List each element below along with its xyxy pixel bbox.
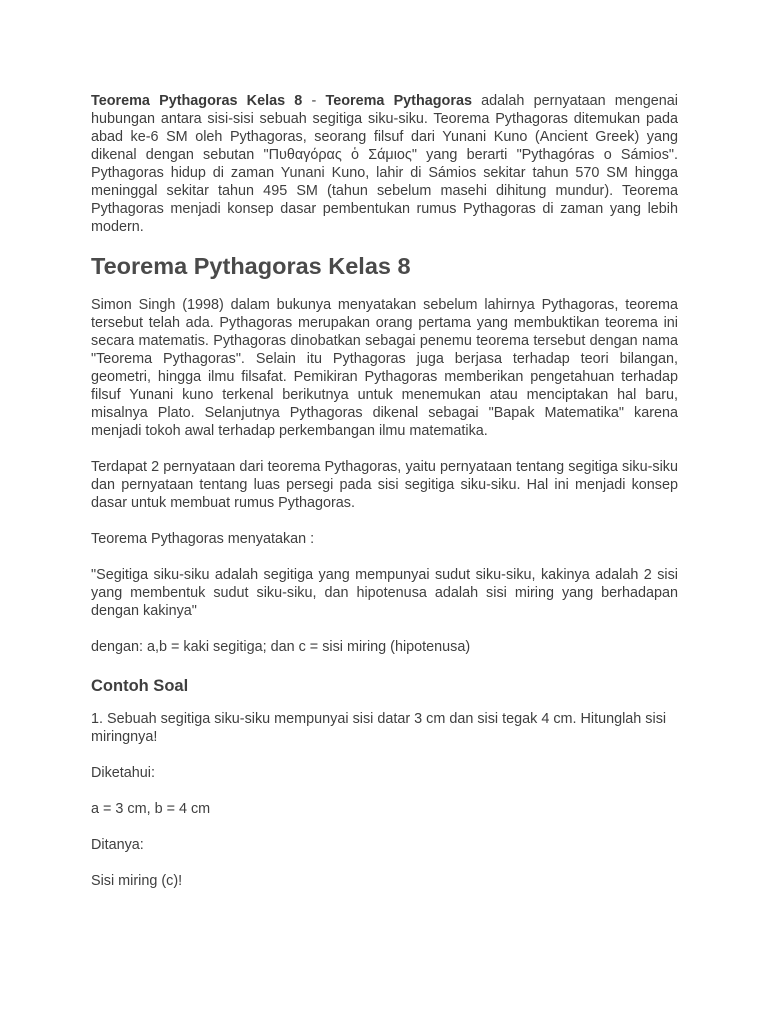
paragraph-two-statements: Terdapat 2 pernyataan dari teorema Pythagoras, yaitu pernyataan tentang segitiga siku-siku dan pernyataan tentang luas persegi pada sisi segitiga siku-siku. Hal ini menjadi konsep dasar untuk membuat rumus Pythagoras. [91,459,678,511]
known-label: Diketahui: [91,765,155,781]
asked-label: Ditanya: [91,837,144,853]
theorem-quote: "Segitiga siku-siku adalah segitiga yang mempunyai sudut siku-siku, kakinya adalah 2 sisi yang membentuk sudut siku-siku, dan hipotenusa adalah sisi miring yang berhadapan dengan kakinya" [91,567,678,619]
intro-bold-title: Teorema Pythagoras Kelas 8 [91,93,303,109]
intro-text: adalah pernyataan mengenai hubungan antara sisi-sisi sebuah segitiga siku-siku. Teorema Pythagoras ditemukan pada abad ke-6 SM oleh Pythagoras, seorang filsuf dari Yunani Kuno (Ancient Greek) yang dikenal dengan sebutan "Πυθαγόρας ὁ Σάμιος" yang berarti "Pythagóras o Sámios". Pythagoras hidup di zaman Yunani Kuno, lahir di Sámios sekitar tahun 570 SM hingga meninggal sekitar tahun 495 SM (tahun sebelum masehi dihitung mundur). Teorema Pythagoras menjadi konsep dasar pembentukan rumus Pythagoras di zaman yang lebih modern. [91,93,678,235]
asked-value: Sisi miring (c)! [91,873,183,889]
definition-line: dengan: a,b = kaki segitiga; dan c = sisi miring (hipotenusa) [91,639,471,655]
intro-paragraph [91,92,678,236]
section-heading-contoh-soal: Contoh Soal [91,677,189,695]
section-heading-teorema: Teorema Pythagoras Kelas 8 [91,253,411,279]
intro-dash: - [302,93,326,109]
known-values: a = 3 cm, b = 4 cm [91,801,211,817]
example-question: 1. Sebuah segitiga siku-siku mempunyai sisi datar 3 cm dan sisi tegak 4 cm. Hitunglah sisi miringnya! [91,711,667,745]
paragraph-simon-singh: Simon Singh (1998) dalam bukunya menyatakan sebelum lahirnya Pythagoras, teorema tersebut telah ada. Pythagoras merupakan orang pertama yang membuktikan teorema ini secara matematis. Pythagoras dinobatkan sebagai penemu teorema tersebut dengan nama "Teorema Pythagoras". Selain itu Pythagoras juga berjasa terhadap teori bilangan, geometri, hingga ilmu filsafat. Pemikiran Pythagoras memberikan pengetahuan terhadap filsuf Yunani kuno terkenal berikutnya untuk menemukan atau menciptakan hal baru, misalnya Plato. Selanjutnya Pythagoras dikenal sebagai "Bapak Matematika" karena menjadi tokoh awal terhadap perkembangan ilmu matematika. [91,297,678,439]
article-body [91,92,678,908]
intro-bold-term: Teorema Pythagoras [325,93,472,109]
paragraph-theorem-intro: Teorema Pythagoras menyatakan : [91,531,315,547]
